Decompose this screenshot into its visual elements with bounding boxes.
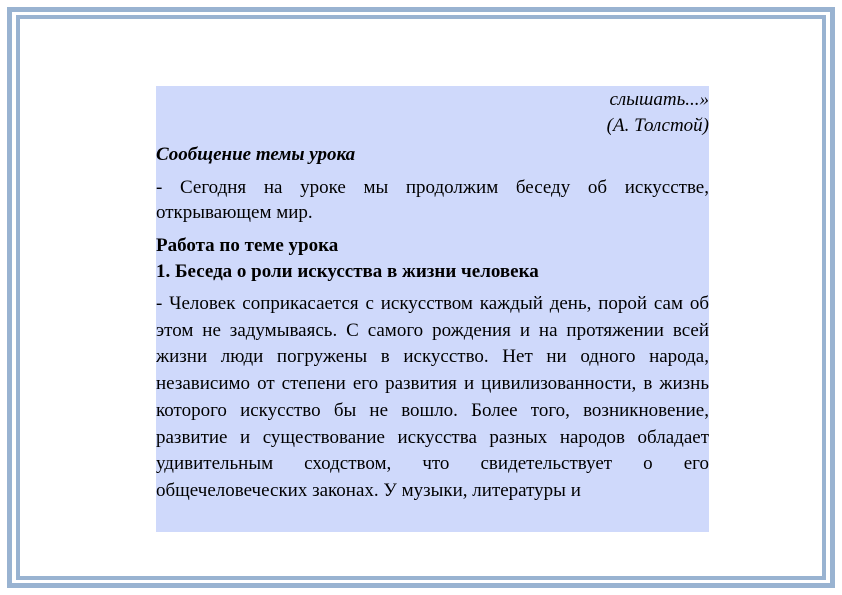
- section-work-title: Работа по теме урока: [156, 235, 339, 256]
- text-block: [156, 86, 709, 532]
- section-work-subtitle: 1. Беседа о роли искусства в жизни человека: [156, 261, 539, 282]
- section-announce-text: - Сегодня на уроке мы продолжим беседу об искусстве, открывающем мир.: [156, 177, 709, 223]
- section-announce-title: Сообщение темы урока: [156, 144, 356, 165]
- quote-ending: слышать...»: [609, 89, 709, 110]
- section-work-text: - Человек соприкасается с искусством каждый день, порой сам об этом не задумываясь. С самого рождения и на протяжении всей жизни люди погружены в искусство. Нет ни одного народа, независимо от степени его развития и цивилизованности, в жизнь которого искусство бы не вошло. Более того, возникновение, развитие и существование искусства разных народов обладает удивительным сходством, что свидетельствует о его общечеловеческих законах. У музыки, литературы и: [156, 293, 709, 501]
- quote-author: (А. Толстой): [606, 115, 709, 136]
